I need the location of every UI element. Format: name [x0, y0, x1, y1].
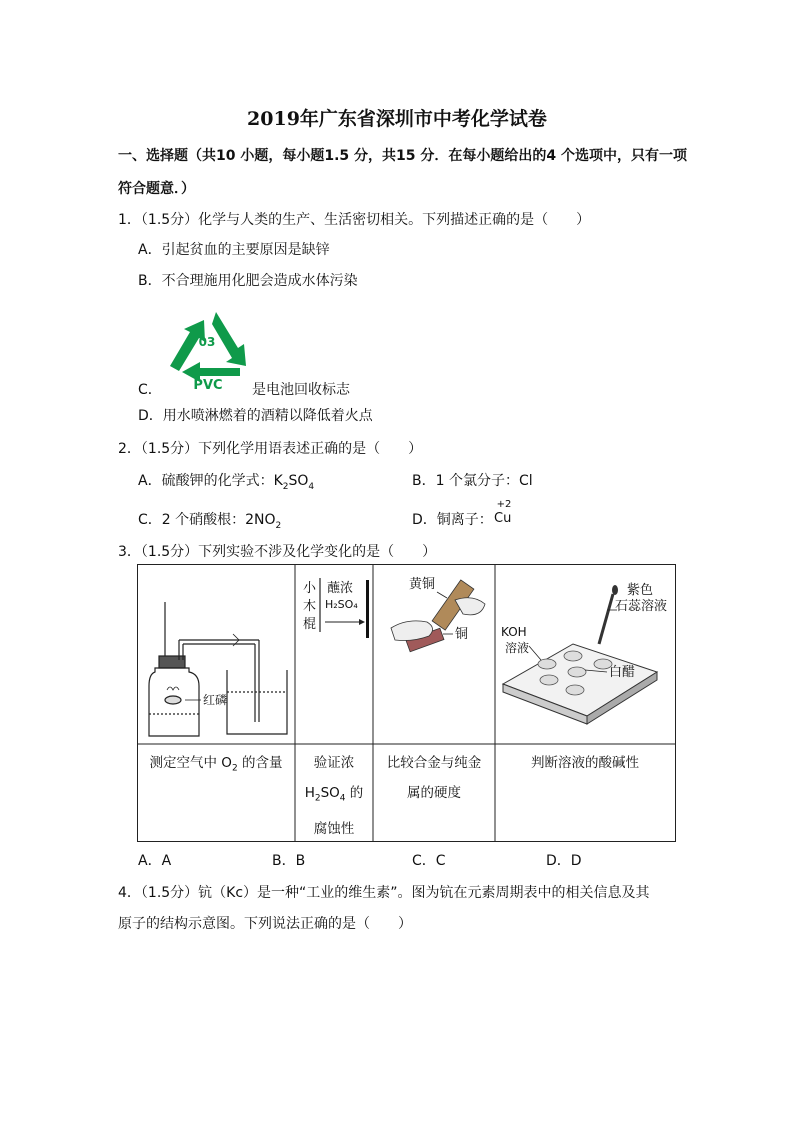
fig-d-label-2: 石蕊溶液: [615, 599, 668, 614]
q2-charge: +2: [496, 499, 512, 510]
fig-c-label-1: 黄铜: [409, 577, 436, 592]
q2-option-d: D．铜离子：: [412, 512, 493, 528]
recycle-logo-icon: [160, 298, 256, 392]
fig-d-label-5: 白醋: [609, 665, 636, 680]
logo-number: 03: [198, 335, 216, 349]
q1-option-d: D．用水喷淋燃着的酒精以降低着火点: [138, 408, 373, 424]
fig-b-label-top: 蘸浓: [327, 581, 354, 596]
section-heading-cont: 符合题意．）: [118, 181, 195, 197]
fig-b-label-left-1: 小: [303, 581, 317, 596]
fig-b-label-formula: H₂SO₄: [325, 598, 358, 611]
q3-caption-c: 比较合金与纯金 属的硬度: [386, 755, 482, 801]
fig-d-label-4: 溶液: [505, 641, 530, 655]
page-title: 2019年广东省深圳市中考化学试卷: [247, 108, 547, 130]
fig-b-label-left-3: 棍: [303, 617, 317, 632]
q3-caption-d: 判断溶液的酸碱性: [531, 755, 639, 771]
q1-option-c-text: 是电池回收标志: [252, 382, 350, 398]
fig-d-label-1: 紫色: [627, 583, 654, 598]
fig-b-label-left-2: 木: [303, 599, 317, 614]
section-heading: 一、选择题（共10 小题，每小题1.5 分，共15 分．在每小题给出的4 个选项中，只有一项: [118, 148, 688, 164]
q1-option-b: B．不合理施用化肥会造成水体污染: [138, 273, 358, 289]
q1-option-a: A．引起贫血的主要原因是缺锌: [138, 242, 330, 258]
q3-option-c: C．C: [412, 853, 446, 869]
q3-stem: 3．（1.5分）下列实验不涉及化学变化的是（ ）: [118, 544, 437, 560]
fig-a-apparatus: [149, 602, 287, 736]
q3-caption-b: 验证浓 $H_2SO_4$ 的 腐蚀性: [304, 755, 364, 837]
q2-option-a: A．硫酸钾的化学式：$K_2SO_4$: [138, 473, 315, 492]
fig-a-label: 红磷: [203, 693, 228, 707]
q3-option-d: D．D: [546, 853, 582, 869]
q3-option-b: B．B: [272, 853, 306, 869]
q4-stem-line1: 4．（1.5分）钪（Kc）是一种“工业的维生素”。图为钪在元素周期表中的相关信息及其: [118, 885, 650, 901]
q2-option-b: B．1 个氯分子：Cl: [412, 473, 533, 489]
fig-c-label-2: 铜: [455, 627, 469, 642]
q3-option-a: A．A: [138, 853, 172, 869]
q4-stem-line2: 原子的结构示意图。下列说法正确的是（ ）: [118, 916, 412, 932]
q2-cu-symbol: Cu: [494, 511, 512, 526]
logo-text: PVC: [193, 378, 223, 392]
q1-option-c-prefix: C．: [138, 382, 162, 398]
fig-c-hands: [391, 580, 485, 652]
fig-d-label-3: KOH: [501, 625, 527, 639]
q2-option-c: C．2 个硝酸根：$2NO_2$: [138, 512, 282, 531]
q1-stem: 1．（1.5分）化学与人类的生产、生活密切相关。下列描述正确的是（ ）: [118, 212, 591, 228]
q2-stem: 2．（1.5分）下列化学用语表述正确的是（ ）: [118, 441, 423, 457]
q3-caption-a: 测定空气中 $O_2$ 的含量: [149, 755, 283, 774]
